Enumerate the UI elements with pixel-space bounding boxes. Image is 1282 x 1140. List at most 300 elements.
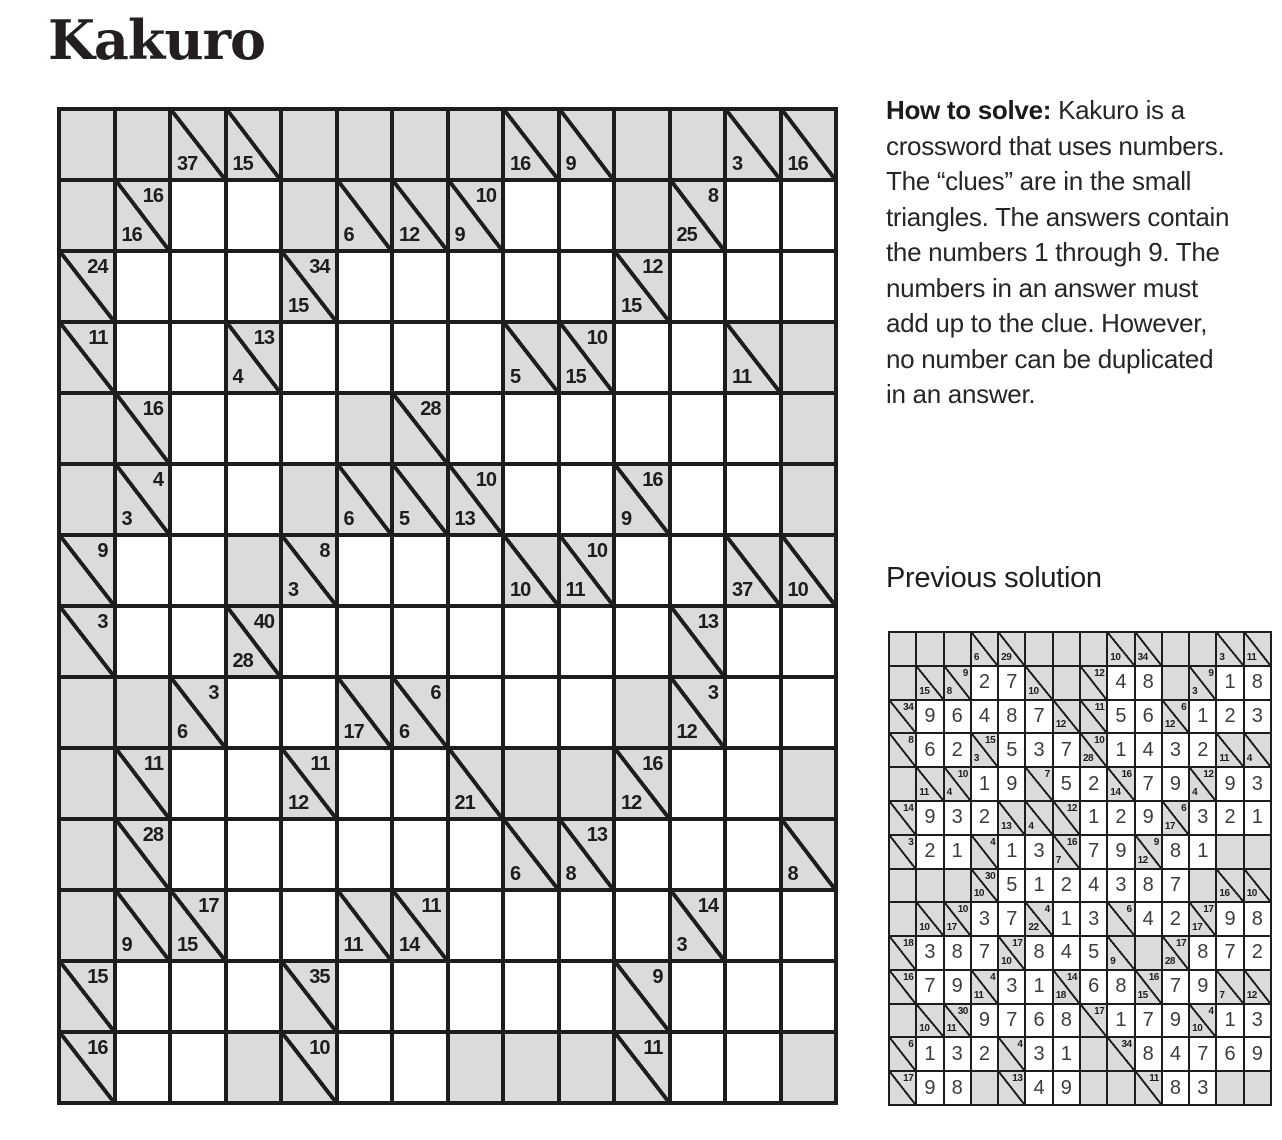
entry-cell[interactable] [727, 395, 779, 462]
across-clue: 16 [142, 185, 163, 207]
clue-cell [1190, 667, 1215, 699]
entry-cell[interactable] [172, 1034, 224, 1101]
entry-cell[interactable] [616, 324, 668, 391]
solution-value: 9 [1197, 975, 1209, 998]
solution-value: 3 [1197, 806, 1209, 829]
entry-cell[interactable] [172, 395, 224, 462]
entry-cell[interactable] [172, 253, 224, 320]
entry-cell[interactable] [450, 253, 502, 320]
down-clue: 15 [177, 934, 198, 956]
down-clue: 12 [1137, 854, 1148, 866]
solution-cell [945, 937, 970, 969]
solution-value: 8 [1033, 941, 1045, 964]
solution-cell [1136, 802, 1161, 834]
entry-cell[interactable] [339, 324, 391, 391]
entry-cell[interactable] [672, 750, 724, 817]
entry-cell[interactable] [172, 324, 224, 391]
solution-value: 4 [1142, 738, 1154, 761]
clue-cell [394, 182, 446, 249]
entry-cell[interactable] [339, 963, 391, 1030]
entry-cell[interactable] [450, 963, 502, 1030]
solution-cell [1054, 1072, 1079, 1104]
entry-cell[interactable] [228, 395, 280, 462]
solution-value: 2 [978, 806, 991, 829]
entry-cell[interactable] [394, 963, 446, 1030]
clue-cell [283, 750, 335, 817]
solution-cell [917, 1038, 942, 1070]
clue-cell [1108, 937, 1133, 969]
down-clue: 4 [1192, 786, 1198, 798]
blank-cell [616, 679, 668, 746]
clue-cell [1217, 971, 1242, 1003]
clue-cell [394, 395, 446, 462]
solution-value: 3 [1006, 975, 1018, 998]
entry-cell[interactable] [228, 821, 280, 888]
solution-value: 1 [1033, 873, 1045, 896]
blank-cell [1163, 667, 1188, 699]
solution-cell [1163, 1038, 1188, 1070]
entry-cell[interactable] [450, 679, 502, 746]
entry-cell[interactable] [783, 892, 835, 959]
clue-cell [172, 892, 224, 959]
clue-cell [783, 821, 835, 888]
solution-value: 3 [1033, 738, 1045, 761]
entry-cell[interactable] [561, 395, 613, 462]
clue-cell [1163, 701, 1188, 733]
down-clue: 8 [565, 863, 576, 885]
across-clue: 30 [957, 1005, 968, 1017]
down-clue: 25 [676, 224, 697, 246]
clue-cell [1054, 836, 1079, 868]
entry-cell[interactable] [172, 963, 224, 1030]
entry-cell[interactable] [172, 466, 224, 533]
solution-cell [917, 971, 942, 1003]
blank-cell [1108, 1072, 1133, 1104]
solution-value: 2 [978, 671, 991, 694]
blank-cell [61, 750, 113, 817]
across-clue: 6 [908, 1039, 914, 1051]
solution-value: 8 [1142, 671, 1154, 694]
entry-cell[interactable] [172, 537, 224, 604]
entry-cell[interactable] [172, 750, 224, 817]
solution-value: 5 [1006, 738, 1018, 761]
down-clue: 6 [343, 224, 354, 246]
solution-cell [1136, 903, 1161, 935]
solution-cell [1026, 734, 1051, 766]
across-clue: 18 [903, 938, 914, 950]
clue-cell [727, 324, 779, 391]
solution-value: 9 [924, 1076, 936, 1099]
clue-cell [972, 870, 997, 902]
entry-cell[interactable] [394, 1034, 446, 1101]
down-clue: 16 [787, 153, 808, 175]
entry-cell[interactable] [783, 608, 835, 675]
entry-cell[interactable] [505, 253, 557, 320]
down-clue: 3 [732, 153, 743, 175]
entry-cell[interactable] [672, 395, 724, 462]
entry-cell[interactable] [561, 963, 613, 1030]
down-clue: 34 [1137, 651, 1148, 663]
clue-cell [505, 821, 557, 888]
clue-cell [561, 111, 613, 178]
entry-cell[interactable] [394, 537, 446, 604]
entry-cell[interactable] [672, 963, 724, 1030]
entry-cell[interactable] [283, 892, 335, 959]
entry-cell[interactable] [616, 821, 668, 888]
blank-cell [783, 324, 835, 391]
down-clue: 10 [973, 888, 984, 900]
entry-cell[interactable] [339, 1034, 391, 1101]
clue-cell [283, 963, 335, 1030]
solution-value: 9 [924, 704, 936, 727]
blank-cell [783, 466, 835, 533]
entry-cell[interactable] [561, 466, 613, 533]
across-clue: 11 [88, 327, 108, 349]
entry-cell[interactable] [394, 253, 446, 320]
clue-cell [972, 836, 997, 868]
solution-cell [1081, 903, 1106, 935]
blank-cell [283, 111, 335, 178]
entry-cell[interactable] [450, 821, 502, 888]
solution-cell [1190, 971, 1215, 1003]
entry-cell[interactable] [672, 821, 724, 888]
solution-value: 3 [1033, 1042, 1045, 1065]
entry-cell[interactable] [505, 963, 557, 1030]
blank-cell [1190, 633, 1215, 665]
solution-cell [1163, 971, 1188, 1003]
entry-cell[interactable] [283, 608, 335, 675]
solution-cell [999, 734, 1024, 766]
entry-cell[interactable] [672, 253, 724, 320]
down-clue: 10 [1028, 685, 1039, 697]
entry-cell[interactable] [339, 537, 391, 604]
across-clue: 16 [642, 469, 663, 491]
entry-cell[interactable] [117, 1034, 169, 1101]
across-clue: 3 [707, 682, 718, 704]
entry-cell[interactable] [172, 821, 224, 888]
solution-cell [1217, 937, 1242, 969]
blank-cell [117, 679, 169, 746]
entry-cell[interactable] [228, 466, 280, 533]
entry-cell[interactable] [783, 963, 835, 1030]
entry-cell[interactable] [505, 892, 557, 959]
entry-cell[interactable] [505, 395, 557, 462]
solution-value: 3 [1251, 772, 1263, 795]
entry-cell[interactable] [228, 892, 280, 959]
blank-cell [616, 111, 668, 178]
blank-cell [1245, 836, 1270, 868]
clue-cell [672, 182, 724, 249]
clue-cell [1026, 903, 1051, 935]
blank-cell [945, 870, 970, 902]
entry-cell[interactable] [339, 253, 391, 320]
clue-cell [616, 1034, 668, 1101]
solution-value: 8 [1169, 840, 1182, 863]
across-clue: 17 [1012, 938, 1023, 950]
blank-cell [61, 182, 113, 249]
entry-cell[interactable] [783, 679, 835, 746]
entry-cell[interactable] [450, 324, 502, 391]
entry-cell[interactable] [727, 892, 779, 959]
blank-cell [561, 1034, 613, 1101]
across-clue: 10 [1094, 735, 1105, 747]
entry-cell[interactable] [672, 466, 724, 533]
clue-cell [945, 768, 970, 800]
across-clue: 10 [957, 769, 968, 781]
clue-cell [61, 608, 113, 675]
entry-cell[interactable] [616, 537, 668, 604]
solution-cell [1054, 768, 1079, 800]
down-clue: 3 [676, 934, 687, 956]
solution-cell [999, 903, 1024, 935]
clue-cell [1136, 1072, 1161, 1104]
across-clue: 4 [1044, 904, 1050, 916]
solution-cell [1081, 836, 1106, 868]
down-clue: 11 [565, 579, 585, 601]
solution-value: 9 [1169, 772, 1182, 795]
entry-cell[interactable] [117, 537, 169, 604]
across-clue: 8 [707, 185, 718, 207]
blank-cell [283, 466, 335, 533]
entry-cell[interactable] [117, 324, 169, 391]
solution-value: 7 [924, 975, 936, 998]
solution-value: 7 [1088, 840, 1100, 863]
clue-cell [561, 821, 613, 888]
across-clue: 10 [957, 904, 968, 916]
clue-cell [917, 768, 942, 800]
solution-value: 8 [1251, 671, 1263, 694]
entry-cell[interactable] [283, 679, 335, 746]
entry-cell[interactable] [561, 182, 613, 249]
solution-cell [1026, 1005, 1051, 1037]
solution-value: 7 [1142, 1009, 1154, 1032]
entry-cell[interactable] [283, 395, 335, 462]
solution-cell [1108, 971, 1133, 1003]
entry-cell[interactable] [727, 253, 779, 320]
clue-cell [783, 537, 835, 604]
blank-cell [283, 182, 335, 249]
solution-value: 9 [1169, 1009, 1182, 1032]
solution-cell [1163, 734, 1188, 766]
across-clue: 3 [908, 836, 914, 848]
entry-cell[interactable] [450, 892, 502, 959]
down-clue: 9 [454, 224, 465, 246]
solution-cell [1026, 971, 1051, 1003]
entry-cell[interactable] [172, 608, 224, 675]
blank-cell [61, 679, 113, 746]
entry-cell[interactable] [783, 253, 835, 320]
blank-cell [394, 111, 446, 178]
down-clue: 16 [121, 224, 142, 246]
across-clue: 12 [1094, 667, 1105, 679]
entry-cell[interactable] [727, 608, 779, 675]
entry-cell[interactable] [394, 821, 446, 888]
entry-cell[interactable] [561, 253, 613, 320]
blank-cell [1245, 1072, 1270, 1104]
solution-cell [917, 802, 942, 834]
clue-cell [61, 253, 113, 320]
entry-cell[interactable] [616, 892, 668, 959]
page-title: Kakuro [48, 8, 266, 72]
clue-cell [999, 1038, 1024, 1070]
clue-cell [1081, 1005, 1106, 1037]
solution-value: 7 [1224, 941, 1236, 964]
entry-cell[interactable] [727, 963, 779, 1030]
clue-cell [1190, 768, 1215, 800]
across-clue: 16 [903, 971, 914, 983]
entry-cell[interactable] [172, 182, 224, 249]
solution-value: 8 [1142, 873, 1154, 896]
blank-cell [450, 111, 502, 178]
clue-cell [1217, 870, 1242, 902]
clue-cell [999, 633, 1024, 665]
down-clue: 4 [1028, 820, 1034, 832]
across-clue: 17 [1176, 938, 1187, 950]
blank-cell [1081, 1072, 1106, 1104]
across-clue: 16 [87, 1037, 108, 1059]
clue-cell [917, 667, 942, 699]
down-clue: 29 [1001, 651, 1012, 663]
clue-cell [172, 111, 224, 178]
entry-cell[interactable] [505, 679, 557, 746]
entry-cell[interactable] [339, 750, 391, 817]
entry-cell[interactable] [616, 608, 668, 675]
clue-cell [616, 466, 668, 533]
entry-cell[interactable] [727, 679, 779, 746]
down-clue: 3 [1192, 685, 1198, 697]
solution-cell [1245, 937, 1270, 969]
entry-cell[interactable] [117, 608, 169, 675]
entry-cell[interactable] [783, 182, 835, 249]
solution-value: 5 [1006, 873, 1018, 896]
across-clue: 17 [1203, 904, 1214, 916]
solution-value: 7 [1142, 772, 1154, 795]
across-clue: 4 [152, 469, 163, 491]
across-clue: 17 [903, 1073, 914, 1085]
down-clue: 10 [919, 1023, 930, 1035]
clue-cell [117, 182, 169, 249]
entry-cell[interactable] [672, 1034, 724, 1101]
solution-cell [945, 701, 970, 733]
entry-cell[interactable] [228, 963, 280, 1030]
across-clue: 24 [87, 256, 108, 278]
solution-value: 8 [951, 1076, 963, 1099]
down-clue: 7 [1219, 989, 1225, 1001]
entry-cell[interactable] [561, 679, 613, 746]
entry-cell[interactable] [727, 821, 779, 888]
entry-cell[interactable] [228, 182, 280, 249]
entry-cell[interactable] [339, 608, 391, 675]
down-clue: 9 [565, 153, 576, 175]
clue-cell [117, 395, 169, 462]
entry-cell[interactable] [616, 395, 668, 462]
clue-cell [1081, 701, 1106, 733]
entry-cell[interactable] [394, 750, 446, 817]
down-clue: 13 [454, 508, 475, 530]
entry-cell[interactable] [672, 537, 724, 604]
across-clue: 17 [1094, 1005, 1105, 1017]
solution-value: 1 [1224, 1009, 1236, 1032]
down-clue: 10 [1246, 888, 1257, 900]
clue-cell [1081, 734, 1106, 766]
entry-cell[interactable] [117, 963, 169, 1030]
down-clue: 3 [1219, 651, 1225, 663]
entry-cell[interactable] [117, 253, 169, 320]
down-clue: 15 [565, 366, 586, 388]
solution-value: 1 [1033, 975, 1045, 998]
solution-cell [1245, 903, 1270, 935]
entry-cell[interactable] [450, 537, 502, 604]
entry-cell[interactable] [561, 608, 613, 675]
entry-cell[interactable] [394, 324, 446, 391]
solution-cell [1163, 903, 1188, 935]
down-clue: 6 [399, 721, 410, 743]
entry-cell[interactable] [727, 182, 779, 249]
solution-value: 6 [924, 738, 936, 761]
entry-cell[interactable] [505, 466, 557, 533]
solution-cell [1026, 1038, 1051, 1070]
entry-cell[interactable] [228, 679, 280, 746]
entry-cell[interactable] [228, 253, 280, 320]
entry-cell[interactable] [339, 821, 391, 888]
entry-cell[interactable] [450, 608, 502, 675]
entry-cell[interactable] [283, 324, 335, 391]
entry-cell[interactable] [450, 395, 502, 462]
across-clue: 30 [985, 870, 996, 882]
entry-cell[interactable] [283, 821, 335, 888]
across-clue: 9 [1208, 667, 1214, 679]
solution-cell [917, 1072, 942, 1104]
solution-cell [945, 1072, 970, 1104]
solution-cell [1245, 1005, 1270, 1037]
down-clue: 18 [1055, 989, 1066, 1001]
across-clue: 13 [697, 611, 718, 633]
across-clue: 4 [990, 971, 996, 983]
down-clue: 3 [121, 508, 132, 530]
clue-cell [1245, 734, 1270, 766]
across-clue: 12 [642, 256, 663, 278]
clue-cell [1054, 701, 1079, 733]
solution-cell [1190, 1038, 1215, 1070]
solution-value: 3 [1169, 738, 1182, 761]
entry-cell[interactable] [505, 182, 557, 249]
entry-cell[interactable] [727, 750, 779, 817]
blank-cell [1217, 836, 1242, 868]
solution-value: 2 [1115, 806, 1127, 829]
across-clue: 16 [1121, 769, 1132, 781]
blank-cell [339, 111, 391, 178]
down-clue: 16 [1219, 888, 1230, 900]
down-clue: 11 [946, 1023, 957, 1035]
entry-cell[interactable] [561, 892, 613, 959]
solution-value: 1 [1060, 907, 1072, 930]
solution-value: 2 [1224, 806, 1236, 829]
solution-value: 8 [1142, 1042, 1154, 1065]
clue-cell [1108, 768, 1133, 800]
clue-cell [394, 466, 446, 533]
clue-cell [1026, 667, 1051, 699]
down-clue: 28 [232, 650, 253, 672]
entry-cell[interactable] [505, 608, 557, 675]
entry-cell[interactable] [727, 1034, 779, 1101]
clue-cell [1054, 802, 1079, 834]
clue-cell [890, 836, 915, 868]
entry-cell[interactable] [228, 750, 280, 817]
entry-cell[interactable] [672, 324, 724, 391]
entry-cell[interactable] [394, 608, 446, 675]
entry-cell[interactable] [727, 466, 779, 533]
down-clue: 9 [621, 508, 632, 530]
